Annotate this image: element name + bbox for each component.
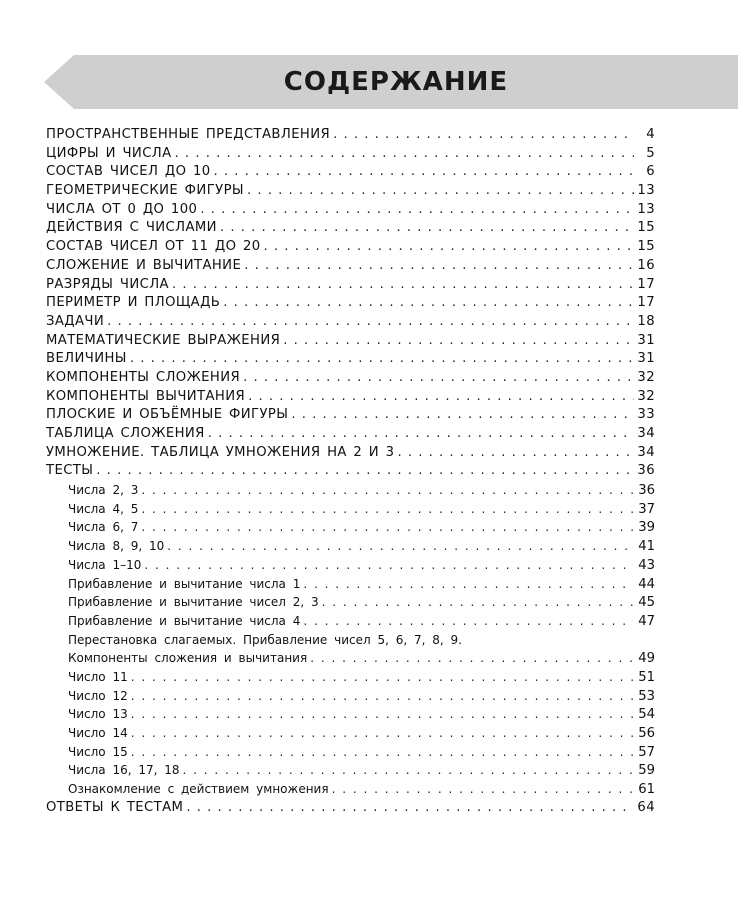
toc-entry-label: ПЛОСКИЕ И ОБЪЁМНЫЕ ФИГУРЫ <box>46 407 289 423</box>
toc-entry-page: 17 <box>637 276 655 292</box>
toc-dot-leader <box>332 780 634 799</box>
toc-entry-page: 57 <box>638 744 655 760</box>
toc-entry-label: ЦИФРЫ И ЧИСЛА <box>46 145 172 161</box>
toc-entry-page: 18 <box>637 313 655 329</box>
toc-entry-page: 44 <box>638 576 655 592</box>
toc-entry[interactable] <box>46 219 655 238</box>
toc-entry-label: Числа 6, 7 <box>68 520 139 535</box>
toc-dot-leader <box>141 518 634 537</box>
toc-entry-label: ПРОСТРАНСТВЕННЫЕ ПРЕДСТАВЛЕНИЯ <box>46 127 331 142</box>
toc-entry-label: Число 14 <box>68 726 128 740</box>
toc-entry[interactable] <box>46 350 655 369</box>
table-of-contents <box>46 126 655 817</box>
toc-dot-leader <box>397 444 634 463</box>
toc-entry-page: 13 <box>637 183 655 199</box>
toc-entry-label: ВЕЛИЧИНЫ <box>46 351 127 367</box>
toc-dot-leader <box>303 612 634 631</box>
toc-entry-page: 4 <box>646 127 655 142</box>
toc-dot-leader <box>172 276 634 295</box>
toc-dot-leader <box>96 462 634 481</box>
toc-entry[interactable] <box>46 313 655 332</box>
toc-entry[interactable] <box>46 462 655 481</box>
toc-dot-leader <box>130 350 634 369</box>
toc-entry[interactable] <box>46 238 655 257</box>
toc-entry[interactable] <box>46 761 655 780</box>
toc-entry-page: 61 <box>638 782 655 798</box>
toc-entry-label: Числа 4, 5 <box>68 501 139 516</box>
toc-dot-leader <box>291 406 634 425</box>
toc-dot-leader <box>322 593 634 612</box>
toc-entry-label: Число 13 <box>68 707 128 722</box>
toc-entry-label: Число 12 <box>68 688 128 703</box>
toc-entry[interactable] <box>46 444 655 463</box>
toc-entry-label: ТЕСТЫ <box>46 463 94 479</box>
toc-dot-leader <box>131 668 634 687</box>
toc-entry[interactable] <box>46 743 655 762</box>
toc-entry-label: ЗАДАЧИ <box>46 313 105 329</box>
toc-entry-label: ТАБЛИЦА СЛОЖЕНИЯ <box>46 426 205 441</box>
toc-entry-label: ГЕОМЕТРИЧЕСКИЕ ФИГУРЫ <box>46 183 244 199</box>
toc-dot-leader <box>303 575 634 594</box>
toc-entry-page: 32 <box>637 388 655 404</box>
toc-entry-label: УМНОЖЕНИЕ. ТАБЛИЦА УМНОЖЕНИЯ НА 2 И 3 <box>46 444 395 460</box>
toc-dot-leader <box>141 481 634 500</box>
toc-entry[interactable] <box>46 612 655 631</box>
toc-dot-leader <box>243 369 634 388</box>
toc-entry-label: РАЗРЯДЫ ЧИСЛА <box>46 276 169 292</box>
toc-entry[interactable] <box>46 668 655 687</box>
toc-entry[interactable] <box>46 145 655 164</box>
toc-entry-page: 59 <box>638 763 655 779</box>
toc-dot-leader <box>310 649 634 668</box>
toc-entry-label: ЧИСЛА ОТ 0 ДО 100 <box>46 201 198 217</box>
toc-dot-leader <box>244 257 634 276</box>
toc-entry[interactable] <box>46 369 655 388</box>
toc-entry-label: СОСТАВ ЧИСЕЛ ДО 10 <box>46 164 211 180</box>
toc-entry-page: 15 <box>637 220 655 236</box>
toc-dot-leader <box>131 687 634 706</box>
toc-entry-page: 6 <box>646 164 655 180</box>
toc-entry[interactable] <box>46 126 655 145</box>
toc-dot-leader <box>333 126 634 145</box>
toc-entry[interactable] <box>46 593 655 612</box>
toc-entry[interactable] <box>46 294 655 313</box>
toc-entry[interactable] <box>46 276 655 295</box>
toc-entry-page: 36 <box>638 483 655 499</box>
toc-entry-page: 53 <box>638 688 655 704</box>
toc-entry-page: 43 <box>638 557 655 573</box>
toc-dot-leader <box>214 163 634 182</box>
toc-dot-leader <box>223 294 634 313</box>
page-title: СОДЕРЖАНИЕ <box>283 67 509 97</box>
toc-entry-page: 34 <box>637 426 655 441</box>
toc-entry-label: Числа 2, 3 <box>68 483 139 498</box>
toc-entry-label: ПЕРИМЕТР И ПЛОЩАДЬ <box>46 295 221 311</box>
toc-entry-page: 5 <box>646 145 655 161</box>
toc-entry[interactable] <box>46 388 655 407</box>
toc-entry-page: 37 <box>638 501 655 517</box>
toc-entry-page: 54 <box>638 707 655 723</box>
toc-entry-label: Прибавление и вычитание числа 4 <box>68 613 301 628</box>
toc-dot-leader <box>248 388 634 407</box>
toc-entry-page: 56 <box>638 726 655 741</box>
toc-dot-leader <box>208 425 634 444</box>
toc-entry[interactable] <box>46 182 655 201</box>
toc-dot-leader <box>141 500 634 519</box>
toc-entry-label: Прибавление и вычитание числа 1 <box>68 576 301 591</box>
toc-entry-page: 39 <box>638 520 655 536</box>
toc-entry[interactable] <box>46 649 655 668</box>
toc-entry[interactable] <box>46 724 655 743</box>
toc-dot-leader <box>200 201 634 220</box>
toc-entry-label: Число 15 <box>68 744 128 759</box>
toc-entry[interactable] <box>46 537 655 556</box>
toc-entry-label: ОТВЕТЫ К ТЕСТАМ <box>46 799 184 815</box>
toc-entry-label: КОМПОНЕНТЫ СЛОЖЕНИЯ <box>46 369 241 385</box>
toc-dot-leader <box>107 313 634 332</box>
toc-dot-leader <box>283 332 634 351</box>
toc-dot-leader <box>131 705 634 724</box>
toc-entry-page: 34 <box>637 444 655 460</box>
toc-entry-label: КОМПОНЕНТЫ ВЫЧИТАНИЯ <box>46 388 246 404</box>
toc-entry-label: Число 11 <box>68 669 128 684</box>
toc-entry-label: Перестановка слагаемых. Прибавление чисел 5, 6, 7, 8, 9. <box>68 632 462 647</box>
toc-dot-leader <box>186 799 634 818</box>
toc-entry-page: 17 <box>637 295 655 311</box>
toc-dot-leader <box>183 761 634 780</box>
toc-entry-label: ДЕЙСТВИЯ С ЧИСЛАМИ <box>46 220 217 236</box>
toc-entry[interactable] <box>46 425 655 444</box>
toc-entry-page: 47 <box>638 613 655 629</box>
toc-entry[interactable] <box>46 780 655 799</box>
toc-dot-leader <box>175 145 634 164</box>
toc-entry-page: 13 <box>637 201 655 217</box>
toc-entry[interactable] <box>46 631 655 650</box>
toc-entry[interactable] <box>46 257 655 276</box>
toc-entry[interactable] <box>46 575 655 594</box>
toc-entry-page: 16 <box>637 257 655 273</box>
toc-entry-page: 36 <box>637 463 655 479</box>
toc-entry-page: 64 <box>637 799 655 815</box>
toc-entry-page: 45 <box>638 595 655 611</box>
toc-entry-label: Компоненты сложения и вычитания <box>68 651 308 666</box>
toc-entry[interactable] <box>46 556 655 575</box>
toc-entry[interactable] <box>46 201 655 220</box>
toc-entry-label: МАТЕМАТИЧЕСКИЕ ВЫРАЖЕНИЯ <box>46 332 281 348</box>
toc-entry-page: 51 <box>638 669 655 685</box>
toc-entry[interactable] <box>46 332 655 351</box>
toc-entry[interactable] <box>46 500 655 519</box>
toc-dot-leader <box>264 238 634 257</box>
toc-entry[interactable] <box>46 687 655 706</box>
toc-entry-label: Числа 8, 9, 10 <box>68 539 165 554</box>
toc-entry[interactable] <box>46 799 655 818</box>
toc-entry-label: СОСТАВ ЧИСЕЛ ОТ 11 ДО 20 <box>46 239 261 255</box>
toc-dot-leader <box>144 556 634 575</box>
toc-entry[interactable] <box>46 406 655 425</box>
toc-entry-label: Числа 16, 17, 18 <box>68 763 180 778</box>
toc-entry-page: 15 <box>637 239 655 255</box>
toc-entry-page: 33 <box>637 407 655 423</box>
toc-entry-page: 32 <box>637 369 655 385</box>
toc-entry-page: 49 <box>638 651 655 667</box>
toc-dot-leader <box>247 182 634 201</box>
toc-entry-page: 41 <box>638 539 655 555</box>
toc-entry-page: 31 <box>637 351 655 367</box>
toc-dot-leader <box>220 219 634 238</box>
toc-entry-label: Прибавление и вычитание чисел 2, 3 <box>68 595 319 610</box>
toc-dot-leader <box>167 537 634 556</box>
toc-entry[interactable] <box>46 163 655 182</box>
toc-entry-label: Ознакомление с действием умножения <box>68 782 329 797</box>
toc-entry-label: СЛОЖЕНИЕ И ВЫЧИТАНИЕ <box>46 257 242 273</box>
toc-dot-leader <box>131 743 634 762</box>
toc-entry[interactable] <box>46 518 655 537</box>
toc-dot-leader <box>131 724 634 743</box>
toc-entry-page: 31 <box>637 332 655 348</box>
toc-entry[interactable] <box>46 481 655 500</box>
toc-entry[interactable] <box>46 705 655 724</box>
toc-entry-label: Числа 1–10 <box>68 557 142 572</box>
